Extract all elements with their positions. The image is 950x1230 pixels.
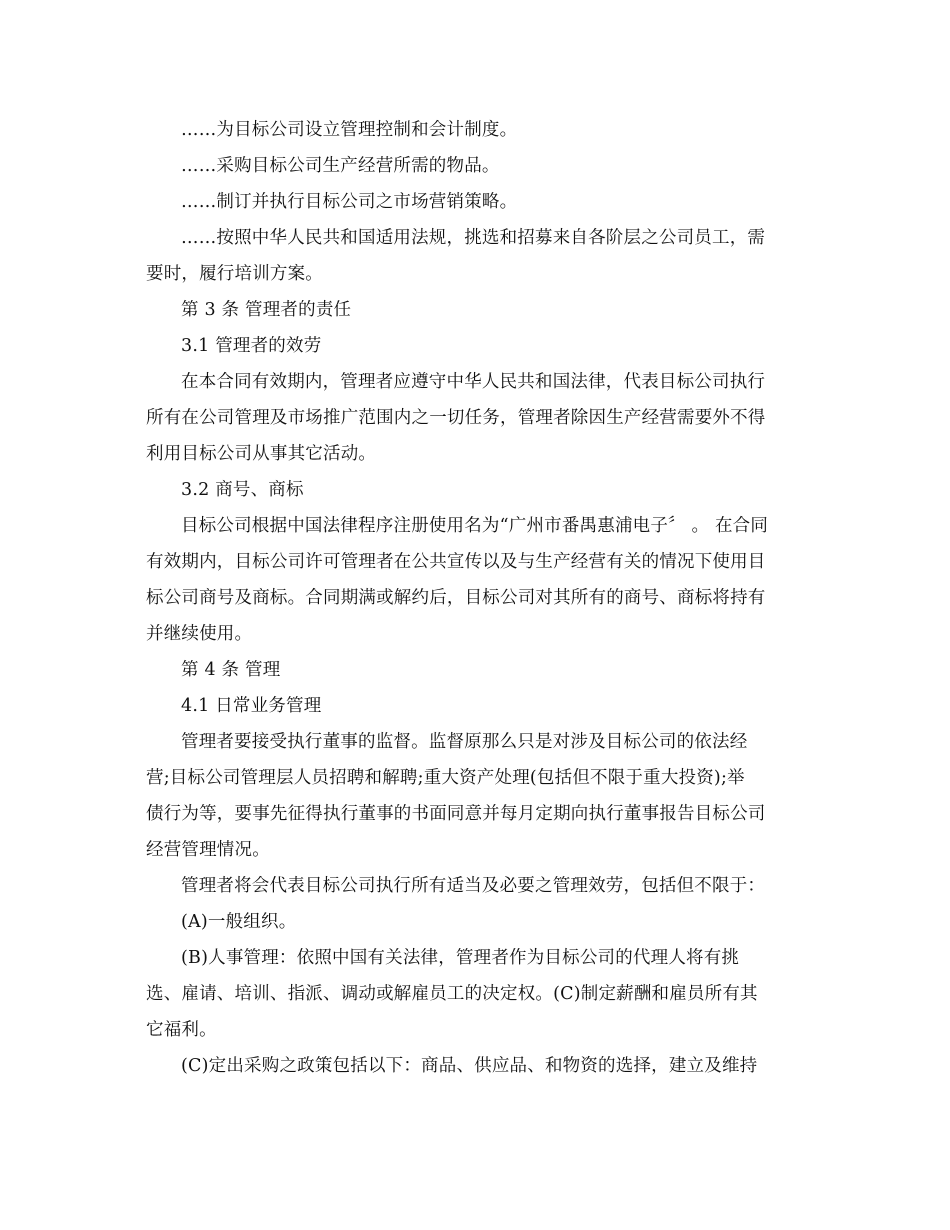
- text-line: 选、雇请、培训、指派、调动或解雇员工的决定权。(C)制定薪酬和雇员所有其: [146, 984, 758, 1004]
- paragraph: [146, 220, 806, 292]
- text-line: ……为目标公司设立管理控制和会计制度。: [181, 120, 518, 140]
- text-line: 3.1 管理者的效劳: [181, 336, 322, 356]
- list-item: [146, 940, 806, 1048]
- text-line: 利用目标公司从事其它活动。: [146, 444, 377, 464]
- text-line: 债行为等，要事先征得执行董事的书面同意并每月定期向执行董事报告目标公司: [146, 804, 766, 824]
- text-line: 要时，履行培训方案。: [146, 264, 323, 284]
- document-body: [146, 112, 806, 1084]
- text-line: (B)人事管理：依照中国有关法律，管理者作为目标公司的代理人将有挑: [181, 948, 740, 968]
- text-line: 第 3 条 管理者的责任: [181, 300, 352, 320]
- paragraph: [146, 508, 806, 652]
- text-line: 管理者要接受执行董事的监督。监督原那么只是对涉及目标公司的依法经: [181, 732, 748, 752]
- section-heading: [146, 292, 806, 328]
- paragraph: [146, 868, 806, 904]
- list-item: [146, 1048, 806, 1084]
- text-line: 4.1 日常业务管理: [181, 696, 322, 716]
- text-line: ……制订并执行目标公司之市场营销策略。: [181, 192, 518, 212]
- text-line: (C)定出采购之政策包括以下：商品、供应品、和物资的选择，建立及维持: [181, 1056, 758, 1076]
- text-line: 管理者将会代表目标公司执行所有适当及必要之管理效劳，包括但不限于：: [181, 876, 766, 896]
- section-heading: [146, 652, 806, 688]
- paragraph: [146, 148, 806, 184]
- text-line: 目标公司根据中国法律程序注册使用名为“广州市番禺惠浦电子〞 。 在合同: [181, 516, 769, 536]
- paragraph: [146, 364, 806, 472]
- paragraph: [146, 112, 806, 148]
- text-line: 所有在公司管理及市场推广范围内之一切任务，管理者除因生产经营需要外不得: [146, 408, 766, 428]
- text-line: 3.2 商号、商标: [181, 480, 304, 500]
- text-line: 并继续使用。: [146, 624, 253, 644]
- text-line: 有效期内，目标公司许可管理者在公共宣传以及与生产经营有关的情况下使用目: [146, 552, 766, 572]
- text-line: ……采购目标公司生产经营所需的物品。: [181, 156, 500, 176]
- list-item: [146, 904, 806, 940]
- text-line: 它福利。: [146, 1020, 217, 1040]
- text-line: 第 4 条 管理: [181, 660, 281, 680]
- text-line: (A)一般组织。: [181, 912, 297, 932]
- text-line: 营;目标公司管理层人员招聘和解聘;重大资产处理(包括但不限于重大投资);举: [146, 768, 745, 788]
- text-line: 在本合同有效期内，管理者应遵守中华人民共和国法律，代表目标公司执行: [181, 372, 766, 392]
- text-line: 标公司商号及商标。合同期满或解约后，目标公司对其所有的商号、商标将持有: [146, 588, 766, 608]
- paragraph: [146, 184, 806, 220]
- subsection-heading: [146, 472, 806, 508]
- subsection-heading: [146, 328, 806, 364]
- text-line: 经营管理情况。: [146, 840, 270, 860]
- paragraph: [146, 724, 806, 868]
- subsection-heading: [146, 688, 806, 724]
- text-line: ……按照中华人民共和国适用法规，挑选和招募来自各阶层之公司员工，需: [181, 228, 766, 248]
